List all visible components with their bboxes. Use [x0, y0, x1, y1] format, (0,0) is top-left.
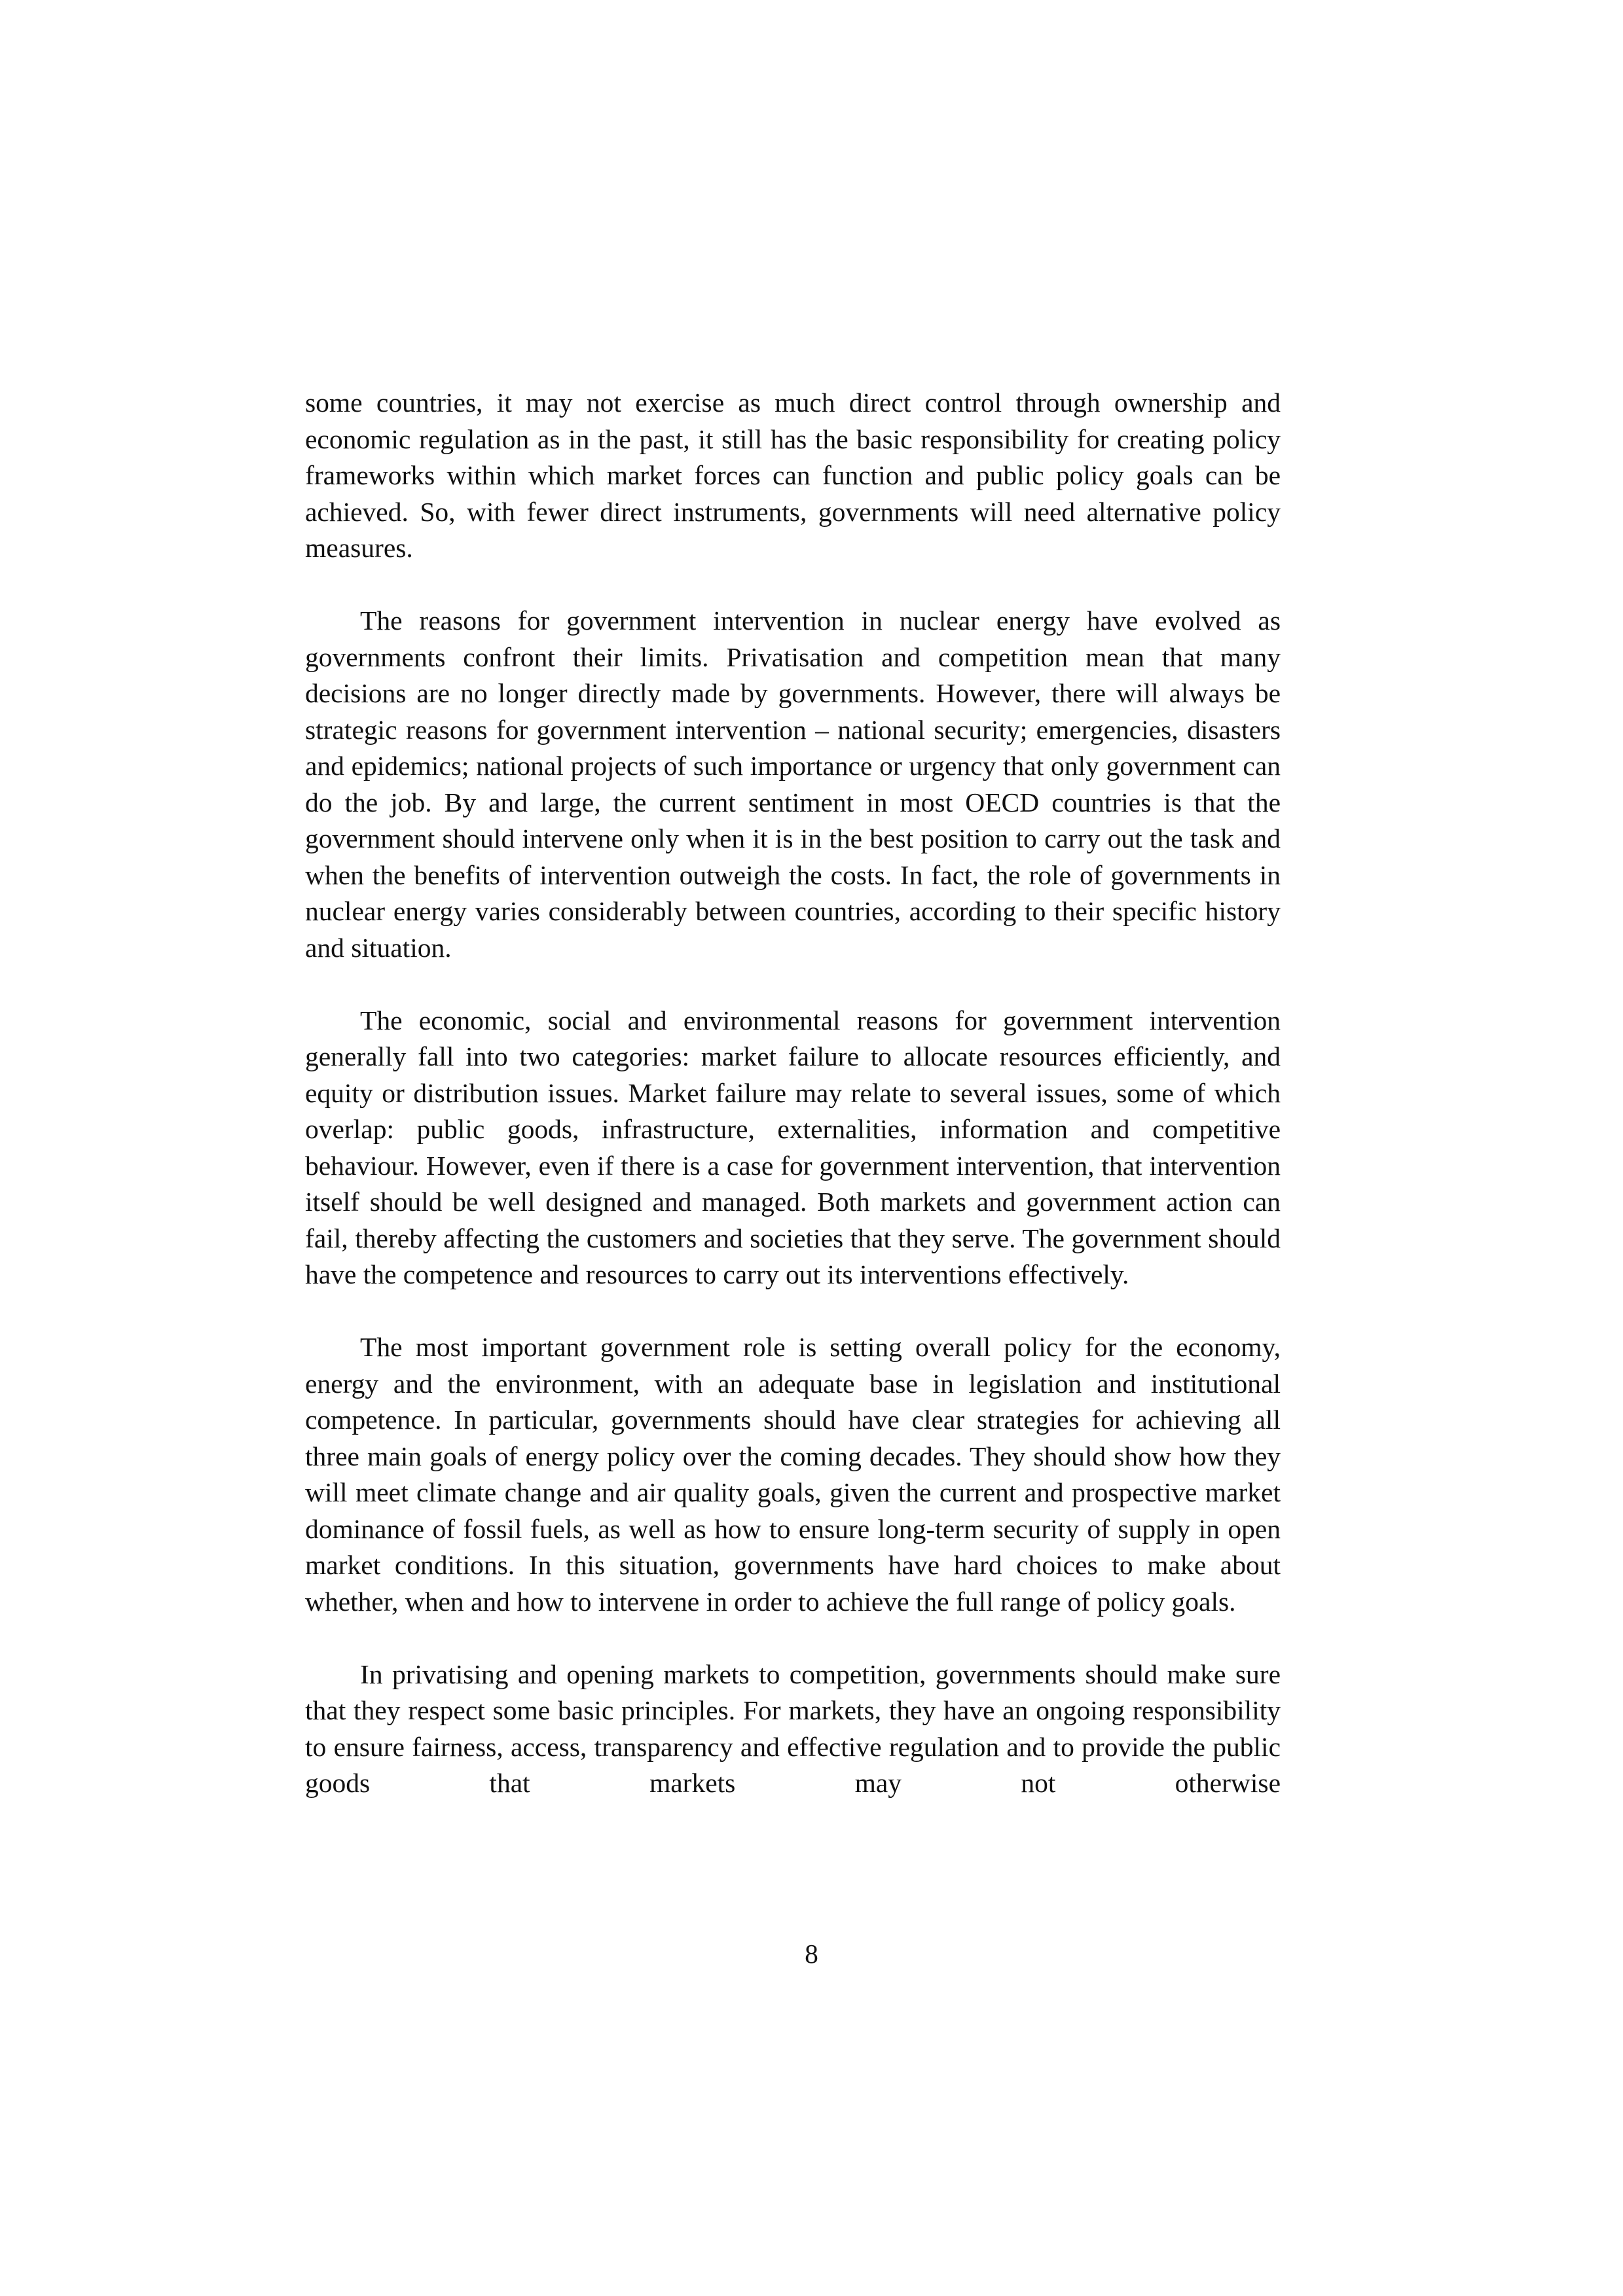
paragraph-privatising-markets: In privatising and opening markets to competition, governments should make sure that they respect some basic principles. For markets, they have an ongoing responsibility to ensure fairness, access, transparency and effective regulation and to provide the public goods that markets may not otherwise — [305, 1659, 1281, 1798]
paragraph-continuation: some countries, it may not exercise as much direct control through ownership and economic regulation as in the past, it still has the basic responsibility for creating policy frameworks within which market forces can function and public policy goals can be achieved. So, with fewer direct instruments, governments will need alternative policy measures. — [305, 387, 1281, 563]
paragraph-reasons-for-intervention: The reasons for government intervention in nuclear energy have evolved as governments confront their limits. Privatisation and competition mean that many decisions are no longer directly made by governments. However, there will always be strategic reasons for government intervention – national security; emergencies, disasters and epidemics; national projects of such importance or urgency that only government can do the job. By and large, the current sentiment in most OECD countries is that the government should intervene only when it is in the best position to carry out the task and when the benefits of intervention outweigh the costs. In fact, the role of governments in nuclear energy varies considerably between countries, according to their specific history and situation. — [305, 605, 1281, 963]
paragraph-most-important-role: The most important government role is setting overall policy for the economy, energy and the environment, with an adequate base in legislation and institutional competence. In particular, governments should have clear strategies for achieving all three main goals of energy policy over the coming decades. They should show how they will meet climate change and air quality goals, given the current and prospective market dominance of fossil fuels, as well as how to ensure long-term security of supply in open market conditions. In this situation, governments have hard choices to make about whether, when and how to intervene in order to achieve the full range of policy goals. — [305, 1332, 1281, 1617]
body-text — [305, 385, 1281, 1802]
page-number: 8 — [805, 1939, 818, 1969]
paragraph-economic-social-environmental: The economic, social and environmental reasons for government intervention generally fall into two categories: market failure to allocate resources efficiently, and equity or distribution issues. Market failure may relate to several issues, some of which overlap: public goods, infrastructure, externalities, information and competitive behaviour. However, even if there is a case for government intervention, that intervention itself should be well designed and managed. Both markets and government action can fail, thereby affecting the customers and societies that they serve. The government should have the competence and resources to carry out its interventions effectively. — [305, 1005, 1281, 1289]
